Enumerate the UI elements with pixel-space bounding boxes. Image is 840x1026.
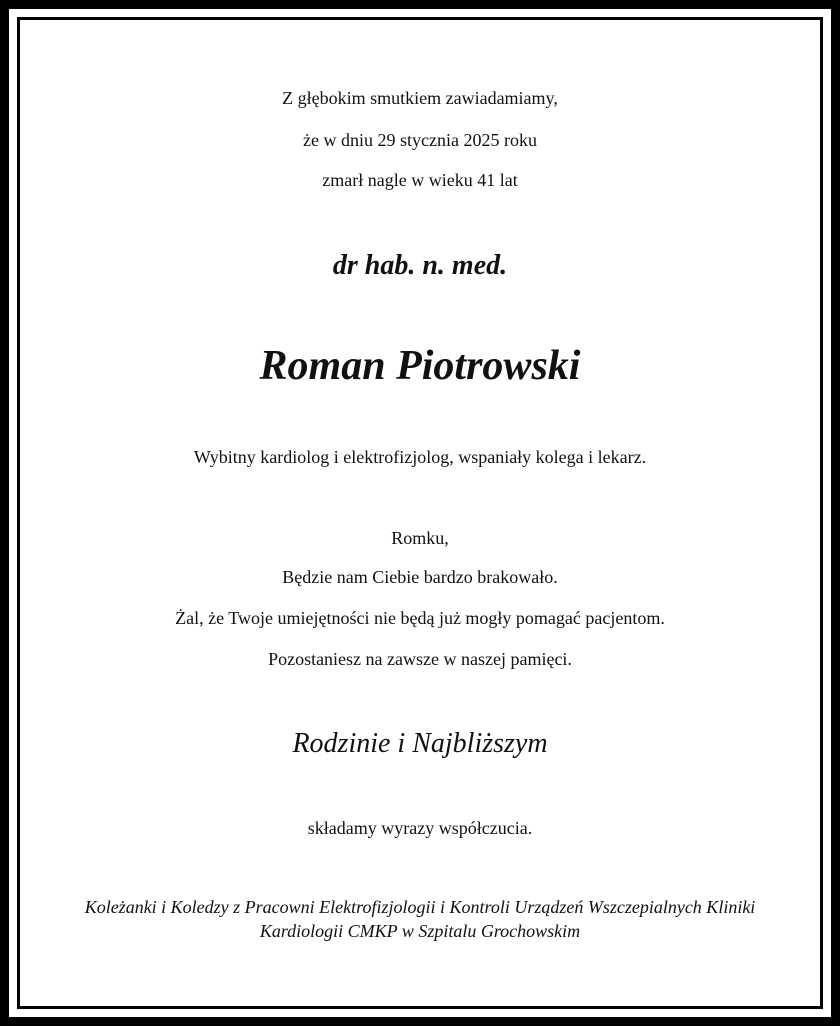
intro-line-2: że w dniu 29 stycznia 2025 roku <box>303 130 537 150</box>
signature-line-2: Kardiologii CMKP w Szpitalu Grochowskim <box>259 921 581 941</box>
inner-border <box>17 17 823 1009</box>
description-line: Wybitny kardiolog i elektrofizjolog, wspaniały kolega i lekarz. <box>193 447 647 467</box>
signature-line-1: Koleżanki i Koledzy z Pracowni Elektrofizjologii i Kontroli Urządzeń Wszczepialnych Kliniki <box>84 897 756 917</box>
condolences-line: składamy wyrazy współczucia. <box>307 818 533 838</box>
intro-line-1: Z głębokim smutkiem zawiadamiamy, <box>282 88 558 108</box>
message-line-2: Będzie nam Ciebie bardzo brakowało. <box>282 567 558 587</box>
message-line-1: Romku, <box>391 528 449 548</box>
message-line-3: Żal, że Twoje umiejętności nie będą już mogły pomagać pacjentom. <box>175 608 665 628</box>
message-line-4: Pozostaniesz na zawsze w naszej pamięci. <box>268 649 572 669</box>
recipients-line: Rodzinie i Najbliższym <box>292 728 548 759</box>
intro-line-3: zmarł nagle w wieku 41 lat <box>322 170 518 190</box>
deceased-name: Roman Piotrowski <box>259 343 581 389</box>
academic-title: dr hab. n. med. <box>332 250 508 281</box>
